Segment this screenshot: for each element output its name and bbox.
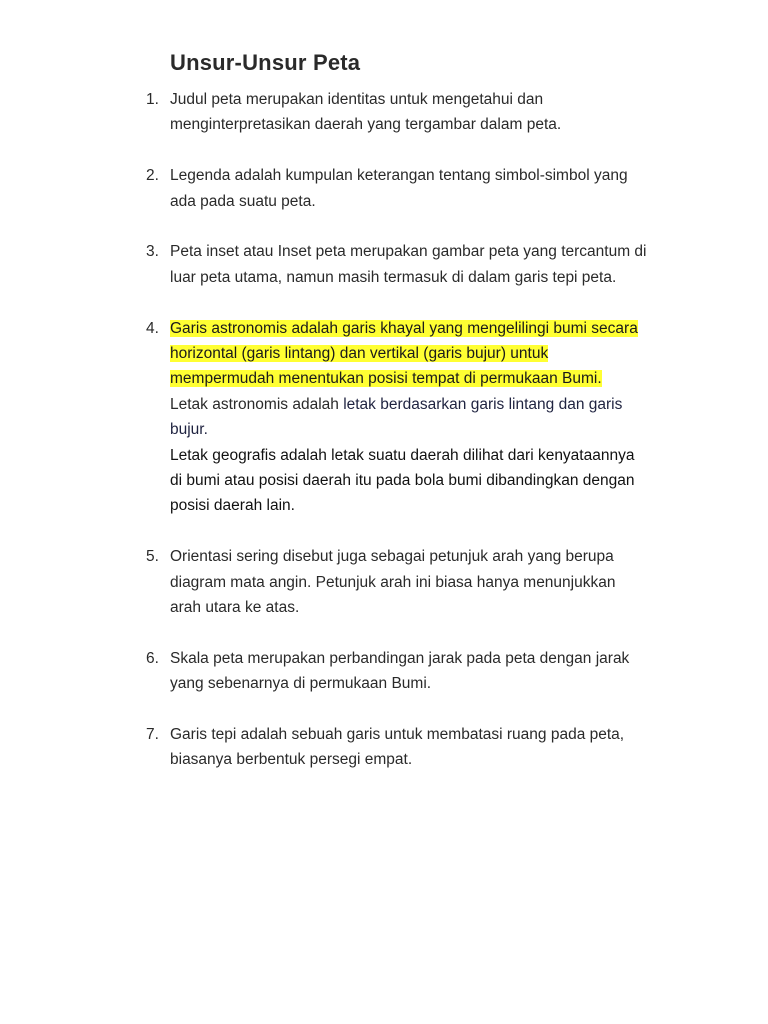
list-item-6 — [0, 646, 650, 697]
list-item-text: Legenda adalah kumpulan keterangan tentang simbol-simbol yang ada pada suatu peta. — [170, 167, 628, 210]
list-item-5 — [0, 544, 650, 620]
elements-list — [0, 87, 768, 798]
list-item-2 — [0, 163, 650, 214]
highlighted-definition — [170, 316, 650, 392]
list-number: 3. — [146, 243, 159, 261]
astronomical-definition: letak berdasarkan garis lintang dan garis bujur. — [170, 395, 623, 439]
list-number: 6. — [146, 649, 159, 667]
geographic-location-text: Letak geografis adalah letak suatu daerah dilihat dari kenyataannya di bumi atau posisi daerah itu pada bola bumi dibandingkan dengan posisi daerah lain. — [170, 446, 635, 515]
list-number: 5. — [146, 548, 159, 566]
list-item-text: Judul peta merupakan identitas untuk mengetahui dan menginterpretasikan daerah yang tergambar dalam peta. — [170, 91, 562, 134]
document-title: Unsur-Unsur Peta — [170, 50, 361, 75]
list-number: 2. — [146, 167, 159, 185]
list-number: 1. — [146, 91, 159, 108]
list-item-1 — [0, 87, 650, 138]
astronomical-location-text — [170, 392, 650, 443]
list-number: 7. — [146, 726, 159, 744]
list-item-7 — [0, 722, 650, 773]
list-item-3 — [0, 239, 650, 290]
list-item-text: Orientasi sering disebut juga sebagai petunjuk arah yang berupa diagram mata angin. Petunjuk arah ini biasa hanya menunjukkan arah utara ke atas. — [170, 548, 616, 617]
list-number: 4. — [146, 319, 159, 337]
list-item-text: Skala peta merupakan perbandingan jarak pada peta dengan jarak yang sebenarnya di permukaan Bumi. — [170, 649, 630, 693]
highlighted-text: Garis astronomis adalah garis khayal yang mengelilingi bumi secara horizontal (garis lintang) dan vertikal (garis bujur) untuk mempermudah menentukan posisi tempat di permukaan Bumi. — [170, 319, 638, 388]
list-item-text: Garis tepi adalah sebuah garis untuk membatasi ruang pada peta, biasanya berbentuk persegi empat. — [170, 726, 625, 769]
list-item-4 — [0, 316, 650, 519]
list-item-text: Peta inset atau Inset peta merupakan gambar peta yang tercantum di luar peta utama, namun masih termasuk di dalam garis tepi peta. — [170, 243, 647, 286]
astronomical-prefix: Letak astronomis adalah — [170, 395, 344, 413]
